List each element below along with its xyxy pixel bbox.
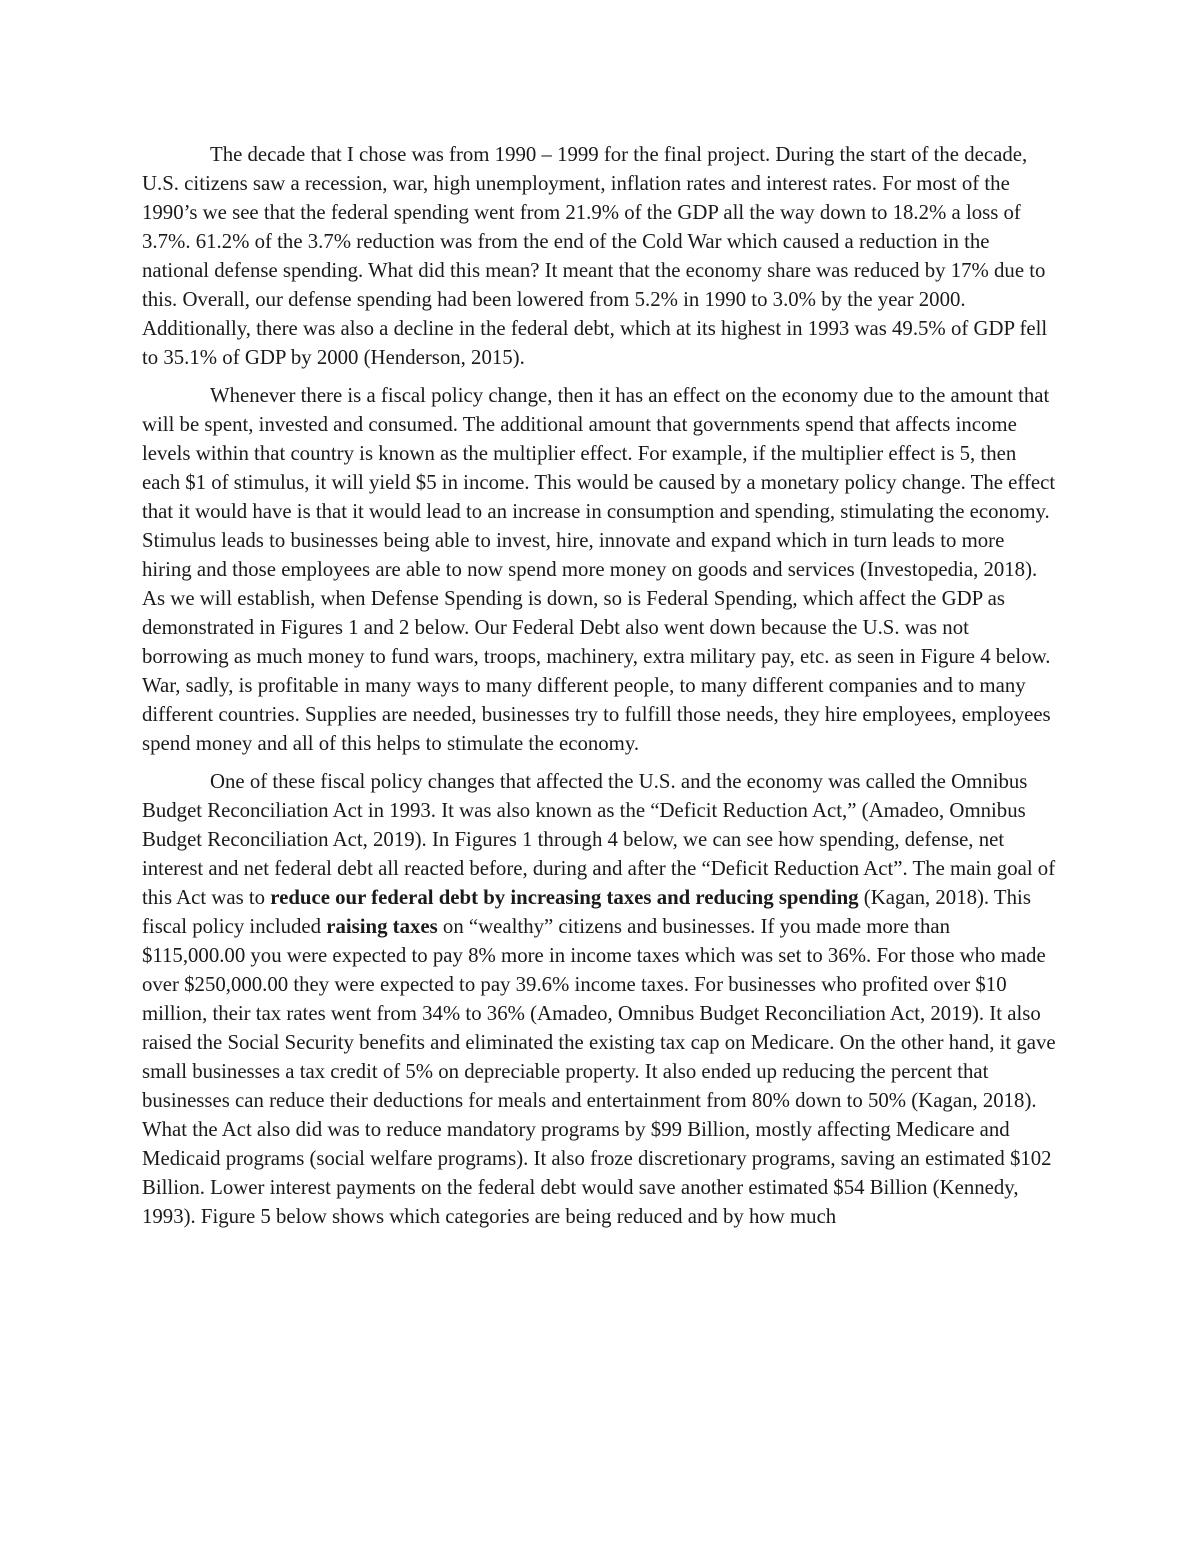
paragraph-text: The decade that I chose was from 1990 – 1999 for the final project. During the start of the decade, U.S. citizens saw a recession, war, high unemployment, inflation rates and interest rates. For most of the 1990’s we see that the federal spending went from 21.9% of the GDP all the way down to 18.2% a loss of 3.7%. 61.2% of the 3.7% reduction was from the end of the Cold War which caused a reduction in the national defense spending. What did this mean? It meant that the economy share was reduced by 17% due to this. Overall, our defense spending had been lowered from 5.2% in 1990 to 3.0% by the year 2000. Additionally, there was also a decline in the federal debt, which at its highest in 1993 was 49.5% of GDP fell to 35.1% of GDP by 2000 (Henderson, 2015).: [142, 143, 1048, 369]
paragraph-omnibus-act: [142, 767, 1058, 1231]
paragraph-1990s-overview: [142, 140, 1058, 372]
paragraph-text: Whenever there is a fiscal policy change, then it has an effect on the economy due to the amount that will be spent, invested and consumed. The additional amount that governments spend that affects income levels within that country is known as the multiplier effect. For example, if the multiplier effect is 5, then each $1 of stimulus, it will yield $5 in income. This would be caused by a monetary policy change. The effect that it would have is that it would lead to an increase in consumption and spending, stimulating the economy. Stimulus leads to businesses being able to invest, hire, innovate and expand which in turn leads to more hiring and those employees are able to now spend more money on goods and services (Investopedia, 2018). As we will establish, when Defense Spending is down, so is Federal Spending, which affect the GDP as demonstrated in Figures 1 and 2 below. Our Federal Debt also went down because the U.S. was not borrowing as much money to fund wars, troops, machinery, extra military pay, etc. as seen in Figure 4 below. War, sadly, is profitable in many ways to many different people, to many different companies and to many different countries. Supplies are needed, businesses try to fulfill those needs, they hire employees, employees spend money and all of this helps to stimulate the economy.: [142, 384, 1056, 755]
paragraph-multiplier-effect: [142, 381, 1058, 758]
bold-emphasis-raising-taxes: raising taxes: [326, 915, 438, 938]
paragraph-text: on “wealthy” citizens and businesses. If you made more than $115,000.00 you were expected to pay 8% more in income taxes which was set to 36%. For those who made over $250,000.00 they were expected to pay 39.6% income taxes. For businesses who profited over $10 million, their tax rates went from 34% to 36% (Amadeo, Omnibus Budget Reconciliation Act, 2019). It also raised the Social Security benefits and eliminated the existing tax cap on Medicare. On the other hand, it gave small businesses a tax credit of 5% on depreciable property. It also ended up reducing the percent that businesses can reduce their deductions for meals and entertainment from 80% down to 50% (Kagan, 2018). What the Act also did was to reduce mandatory programs by $99 Billion, mostly affecting Medicare and Medicaid programs (social welfare programs). It also froze discretionary programs, saving an estimated $102 Billion. Lower interest payments on the federal debt would save another estimated $54 Billion (Kennedy, 1993). Figure 5 below shows which categories are being reduced and by how much: [142, 915, 1056, 1228]
bold-emphasis-goal: reduce our federal debt by increasing taxes and reducing spending: [270, 886, 859, 909]
document-body: [142, 140, 1058, 1240]
paragraph-text: (Kagan, 2018). This fiscal policy included: [142, 886, 1031, 938]
paragraph-text: One of these fiscal policy changes that affected the U.S. and the economy was called the Omnibus Budget Reconciliation Act in 1993. It was also known as the “Deficit Reduction Act,” (Amadeo, Omnibus Budget Reconciliation Act, 2019). In Figures 1 through 4 below, we can see how spending, defense, net interest and net federal debt all reacted before, during and after the “Deficit Reduction Act”. The main goal of this Act was to: [142, 770, 1056, 909]
